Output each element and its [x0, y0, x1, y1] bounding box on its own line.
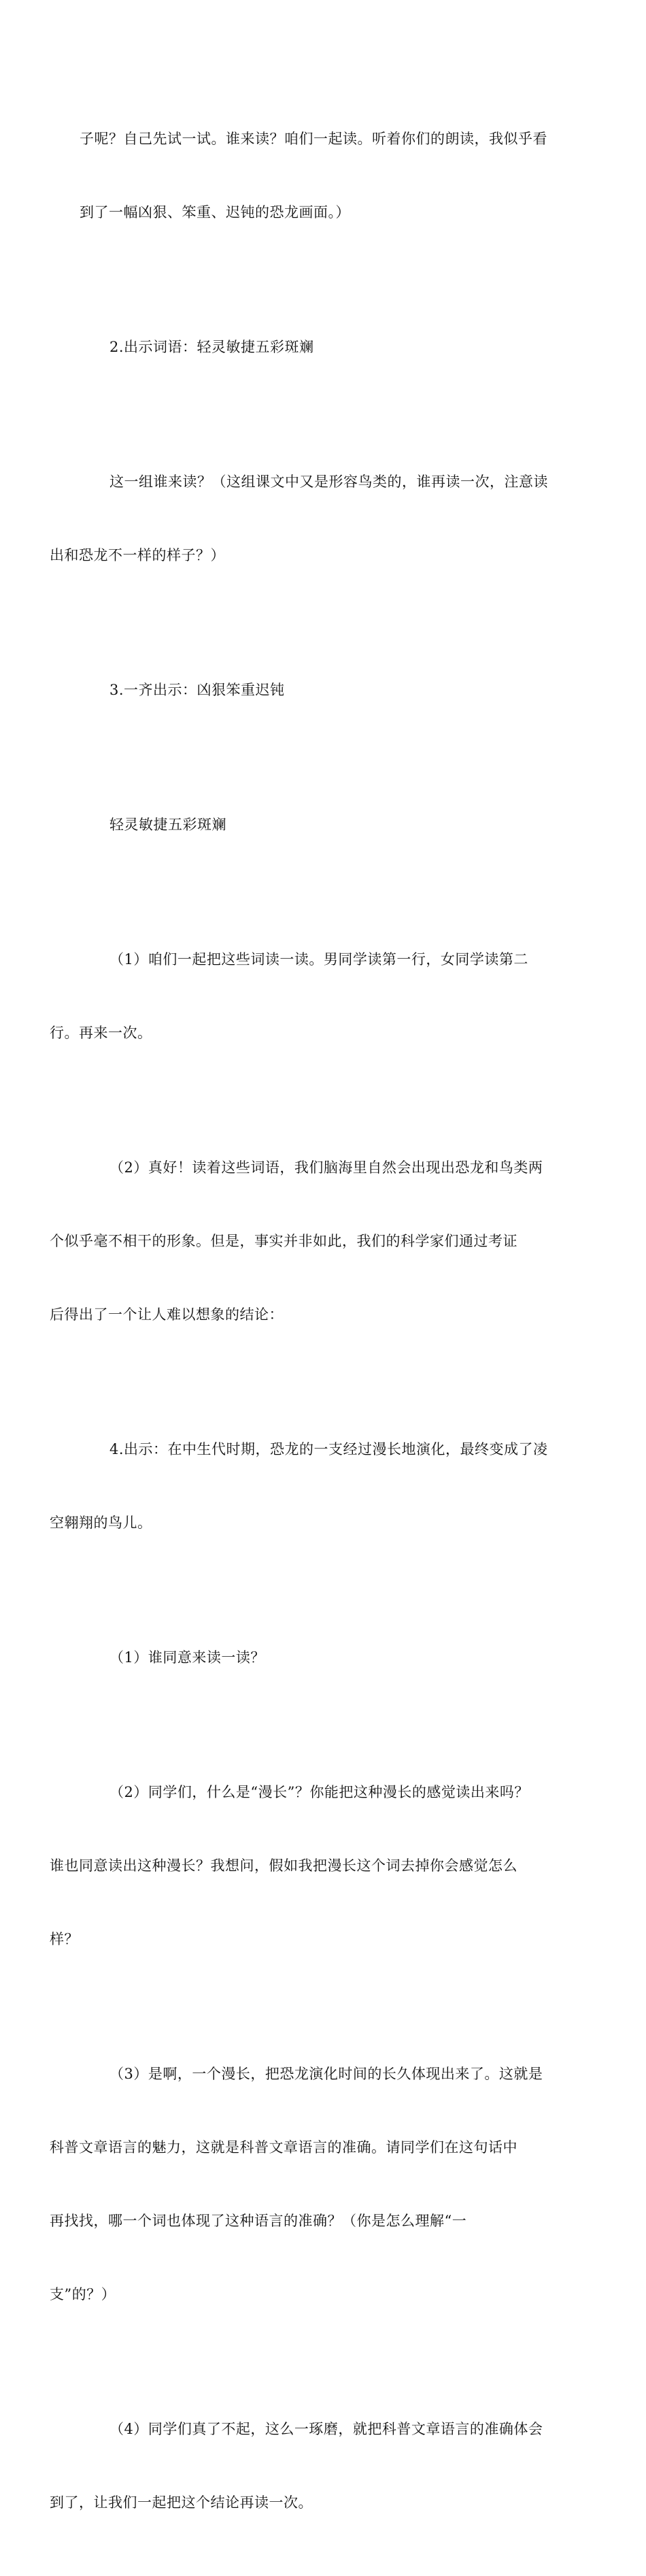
paragraph-11	[50, 2013, 566, 2356]
text-line: 4.出示：在中生代时期，恐龙的一支经过漫长地演化，最终变成了凌	[109, 1441, 548, 1457]
text-line: 再找找，哪一个词也体现了这种语言的准确？（你是怎么理解“一	[50, 2213, 467, 2229]
paragraph-10	[50, 1731, 566, 2000]
text-line: 子呢？自己先试一试。谁来读？咱们一起读。听着你们的朗读，我似乎看	[80, 131, 547, 147]
paragraph-8	[50, 1388, 566, 1584]
text-line: 2.出示词语：轻灵敏捷五彩斑斓	[109, 339, 314, 355]
text-line: 行。再来一次。	[50, 1025, 152, 1041]
text-line: 空翱翔的鸟儿。	[50, 1515, 152, 1531]
text-line: 出和恐龙不一样的样子？）	[50, 547, 225, 563]
text-line: 个似乎毫不相干的形象。但是，事实并非如此，我们的科学家们通过考证	[50, 1233, 517, 1249]
text-line: 到了，让我们一起把这个结论再读一次。	[50, 2494, 313, 2511]
text-line: 支”的？）	[50, 2286, 116, 2302]
paragraph-7	[50, 1106, 566, 1376]
paragraph-4	[80, 629, 566, 751]
text-line: 谁也同意读出这种漫长？我想问，假如我把漫长这个词去掉你会感觉怎么	[50, 1857, 517, 1874]
paragraph-9	[80, 1596, 566, 1719]
text-line: 后得出了一个让人难以想象的结论：	[50, 1306, 284, 1323]
paragraph-5	[80, 763, 566, 886]
paragraph-3	[50, 420, 566, 616]
text-line: （1）谁同意来读一读？	[109, 1649, 265, 1666]
text-line: 轻灵敏捷五彩斑斓	[109, 816, 226, 833]
text-line: 这一组谁来读？（这组课文中又是形容鸟类的，谁再读一次，注意读	[109, 474, 548, 490]
paragraph-12	[50, 2368, 566, 2564]
paragraph-1	[80, 78, 566, 274]
text-line: （2）同学们，什么是“漫长”？你能把这种漫长的感觉读出来吗？	[109, 1784, 529, 1800]
text-line: 样？	[50, 1931, 79, 1947]
text-line: （3）是啊，一个漫长，把恐龙演化时间的长久体现出来了。这就是	[109, 2066, 543, 2082]
paragraph-6	[50, 898, 566, 1094]
document-body	[50, 78, 566, 2576]
text-line: 3.一齐出示：凶狠笨重迟钝	[109, 682, 285, 698]
text-line: （1）咱们一起把这些词读一读。男同学读第一行，女同学读第二	[109, 951, 528, 968]
text-line: 科普文章语言的魅力，这就是科普文章语言的准确。请同学们在这句话中	[50, 2139, 517, 2156]
paragraph-2	[80, 286, 566, 408]
text-line: （4）同学们真了不起，这么一琢磨，就把科普文章语言的准确体会	[109, 2421, 543, 2437]
text-line: 到了一幅凶狠、笨重、迟钝的恐龙画面。）	[80, 204, 350, 220]
text-line: （2）真好！读着这些词语，我们脑海里自然会出现出恐龙和鸟类两	[109, 1159, 543, 1176]
